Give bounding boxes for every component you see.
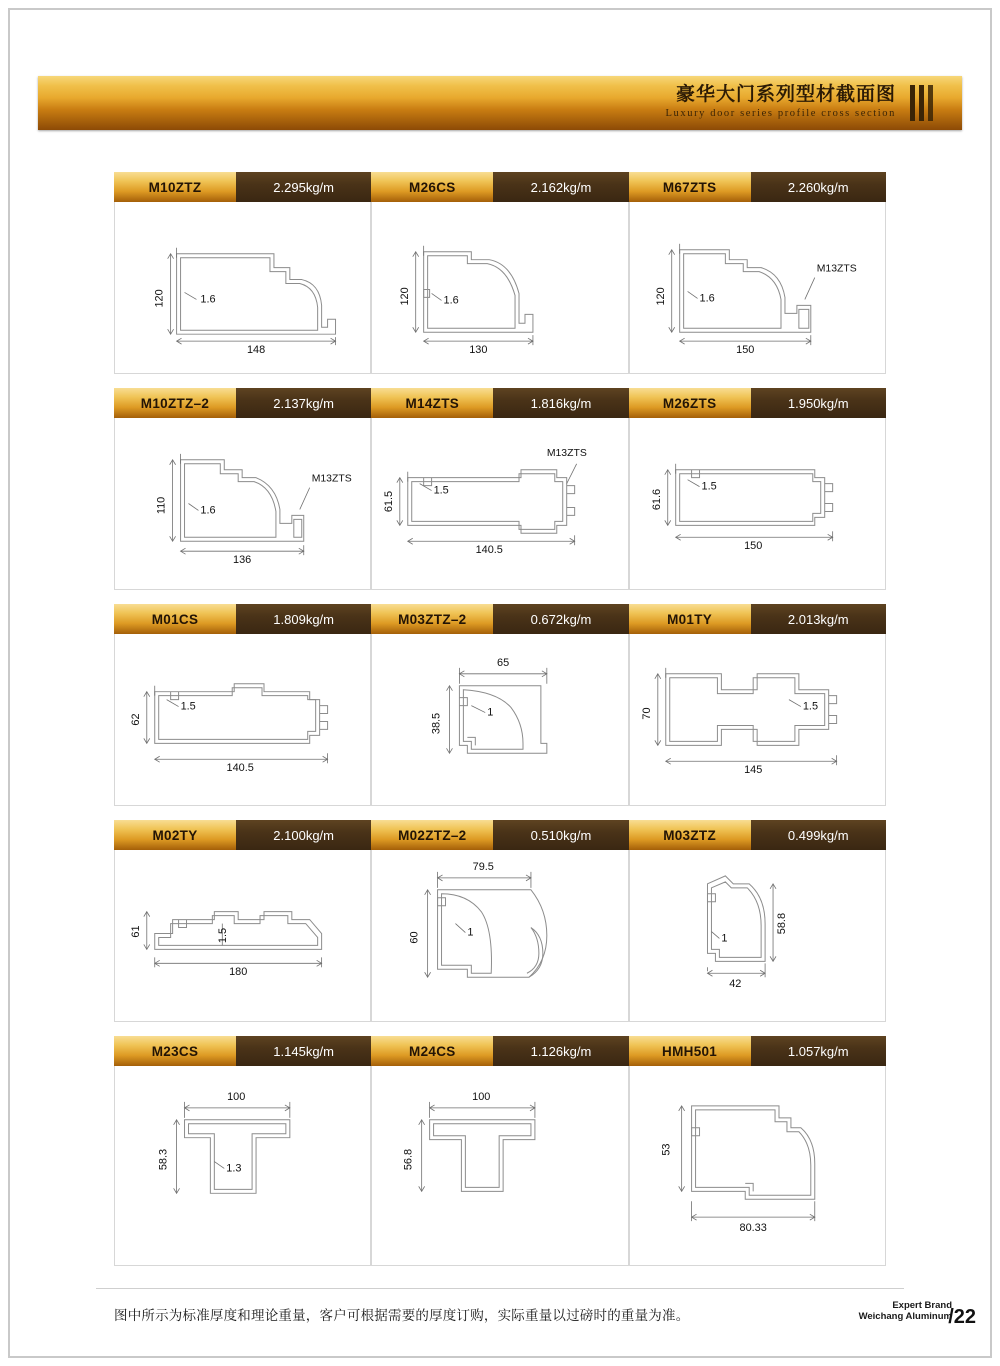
profile-weight: 1.809kg/m xyxy=(236,604,371,634)
profile-drawing xyxy=(114,418,371,590)
profile-drawing xyxy=(371,418,628,590)
banner-stripes-decoration xyxy=(910,85,940,121)
page-subtitle: Luxury door series profile cross section xyxy=(665,108,896,119)
profile-caption xyxy=(371,1036,628,1066)
dim-width: 180 xyxy=(229,966,248,979)
footer-divider xyxy=(96,1288,904,1289)
profile-cell xyxy=(629,820,886,1022)
profile-drawing xyxy=(629,418,886,590)
dim-width: 140.5 xyxy=(226,762,254,775)
profile-code: M02ZTZ–2 xyxy=(371,820,493,850)
dim-height: 61 xyxy=(129,925,142,938)
profile-weight: 1.145kg/m xyxy=(236,1036,371,1066)
dim-thickness: 1 xyxy=(487,706,494,719)
dim-height: 120 xyxy=(654,287,667,306)
profile-weight: 2.100kg/m xyxy=(236,820,371,850)
page-title: 豪华大门系列型材截面图 xyxy=(675,84,896,105)
dim-height: 62 xyxy=(129,713,142,726)
profile-code: M26ZTS xyxy=(629,388,751,418)
dim-thickness: 1.6 xyxy=(699,292,715,305)
dim-thickness: 1.5 xyxy=(802,700,818,713)
dim-thickness: 1 xyxy=(720,932,728,945)
profile-caption xyxy=(629,1036,886,1066)
profile-caption xyxy=(629,388,886,418)
dim-width: 140.5 xyxy=(475,544,504,557)
dim-width: 65 xyxy=(497,656,510,669)
profile-cell xyxy=(371,604,628,806)
profile-weight: 2.295kg/m xyxy=(236,172,371,202)
page-number: /22 xyxy=(948,1306,976,1328)
profile-code: M03ZTZ xyxy=(629,820,751,850)
brand-line-1: Expert Brand xyxy=(892,1300,952,1311)
dim-height: 61.5 xyxy=(383,490,396,513)
profile-cell xyxy=(114,1036,371,1266)
profile-caption xyxy=(114,388,371,418)
dim-height: 58.3 xyxy=(157,1148,170,1171)
dim-height: 38.5 xyxy=(430,712,443,735)
dim-height: 70 xyxy=(640,707,653,720)
row-spacer xyxy=(114,1022,886,1036)
profile-code: M23CS xyxy=(114,1036,236,1066)
profile-code: M67ZTS xyxy=(629,172,751,202)
profile-code: M01TY xyxy=(629,604,751,634)
row-spacer xyxy=(114,374,886,388)
dim-height: 60 xyxy=(408,931,421,944)
footer-note: 图中所示为标准厚度和理论重量，客户可根据需要的厚度订购，实际重量以过磅时的重量为准。 xyxy=(114,1308,690,1323)
profile-cell xyxy=(629,388,886,590)
profile-weight: 2.162kg/m xyxy=(493,172,628,202)
profile-cell xyxy=(371,820,628,1022)
profile-cell xyxy=(114,388,371,590)
profile-caption xyxy=(371,820,628,850)
header-banner xyxy=(38,76,962,130)
profile-drawing xyxy=(629,202,886,374)
profile-drawing xyxy=(629,1066,886,1266)
dim-height: 120 xyxy=(153,289,166,308)
profile-drawing xyxy=(629,634,886,806)
dim-thickness: 1.6 xyxy=(443,294,459,307)
dim-width: 136 xyxy=(233,554,252,567)
profile-caption xyxy=(371,388,628,418)
profile-weight: 2.137kg/m xyxy=(236,388,371,418)
dim-width: 130 xyxy=(469,344,488,357)
profile-caption xyxy=(114,820,371,850)
profile-code: M02TY xyxy=(114,820,236,850)
dim-thickness: 1.5 xyxy=(180,700,196,713)
dim-thickness: 1.5 xyxy=(217,927,230,944)
profile-weight: 1.057kg/m xyxy=(751,1036,886,1066)
profile-code: M01CS xyxy=(114,604,236,634)
dim-width: 80.33 xyxy=(739,1222,767,1235)
profile-cell xyxy=(629,604,886,806)
dim-height: 110 xyxy=(155,496,168,515)
dim-height: 56.8 xyxy=(403,1148,416,1171)
profile-weight: 1.126kg/m xyxy=(493,1036,628,1066)
dim-width: 150 xyxy=(735,344,754,357)
profile-caption xyxy=(629,604,886,634)
profile-code: HMH501 xyxy=(629,1036,751,1066)
profile-weight: 2.013kg/m xyxy=(751,604,886,634)
dim-width: 42 xyxy=(728,978,741,991)
dim-thickness: 1.6 xyxy=(200,293,216,306)
profile-caption xyxy=(629,172,886,202)
dim-width: 148 xyxy=(246,344,266,357)
brand-line-2: Weichang Aluminum xyxy=(858,1311,952,1322)
profile-row xyxy=(114,1036,886,1266)
profile-code: M24CS xyxy=(371,1036,493,1066)
part-callout: M13ZTS xyxy=(816,263,857,275)
dim-width: 100 xyxy=(227,1090,246,1103)
profile-drawing xyxy=(114,634,371,806)
dim-thickness: 1.5 xyxy=(433,484,450,497)
dim-width: 79.5 xyxy=(472,860,495,873)
profile-cell xyxy=(371,172,628,374)
dim-thickness: 1.3 xyxy=(226,1162,242,1175)
profile-drawing xyxy=(371,202,628,374)
profile-weight: 0.510kg/m xyxy=(493,820,628,850)
profile-weight: 1.950kg/m xyxy=(751,388,886,418)
profile-drawing xyxy=(629,850,886,1022)
dim-height: 53 xyxy=(660,1143,673,1156)
profile-drawing xyxy=(371,850,628,1022)
profile-caption xyxy=(371,172,628,202)
dim-height: 61.6 xyxy=(650,488,663,511)
profile-cell xyxy=(114,172,371,374)
profile-cell xyxy=(629,1036,886,1266)
dim-height: 120 xyxy=(399,287,412,306)
profile-caption xyxy=(114,604,371,634)
profile-cell xyxy=(371,1036,628,1266)
profile-code: M26CS xyxy=(371,172,493,202)
brand-mark xyxy=(859,1300,952,1322)
profile-weight: 0.672kg/m xyxy=(493,604,628,634)
profile-drawing xyxy=(371,1066,628,1266)
dim-thickness: 1.5 xyxy=(701,480,717,493)
profile-row xyxy=(114,172,886,374)
dim-height: 58.8 xyxy=(775,912,788,935)
profile-caption xyxy=(629,820,886,850)
dim-width: 150 xyxy=(743,540,762,553)
part-callout: M13ZTS xyxy=(311,473,352,485)
profile-cell xyxy=(114,820,371,1022)
profile-code: M03ZTZ–2 xyxy=(371,604,493,634)
profile-drawing xyxy=(114,850,371,1022)
profile-grid xyxy=(114,172,886,1266)
profile-row xyxy=(114,604,886,806)
profile-code: M10ZTZ xyxy=(114,172,236,202)
profile-weight: 1.816kg/m xyxy=(493,388,628,418)
profile-weight: 0.499kg/m xyxy=(751,820,886,850)
profile-drawing xyxy=(371,634,628,806)
dim-thickness: 1.6 xyxy=(200,504,216,517)
profile-caption xyxy=(371,604,628,634)
profile-cell xyxy=(371,388,628,590)
profile-weight: 2.260kg/m xyxy=(751,172,886,202)
part-callout: M13ZTS xyxy=(547,447,588,459)
profile-row xyxy=(114,820,886,1022)
dim-thickness: 1 xyxy=(467,926,474,939)
row-spacer xyxy=(114,590,886,604)
profile-cell xyxy=(629,172,886,374)
profile-code: M10ZTZ–2 xyxy=(114,388,236,418)
profile-row xyxy=(114,388,886,590)
profile-drawing xyxy=(114,1066,371,1266)
profile-drawing xyxy=(114,202,371,374)
profile-code: M14ZTS xyxy=(371,388,493,418)
profile-caption xyxy=(114,1036,371,1066)
profile-caption xyxy=(114,172,371,202)
dim-width: 100 xyxy=(472,1090,491,1103)
profile-cell xyxy=(114,604,371,806)
dim-width: 145 xyxy=(743,764,762,777)
row-spacer xyxy=(114,806,886,820)
